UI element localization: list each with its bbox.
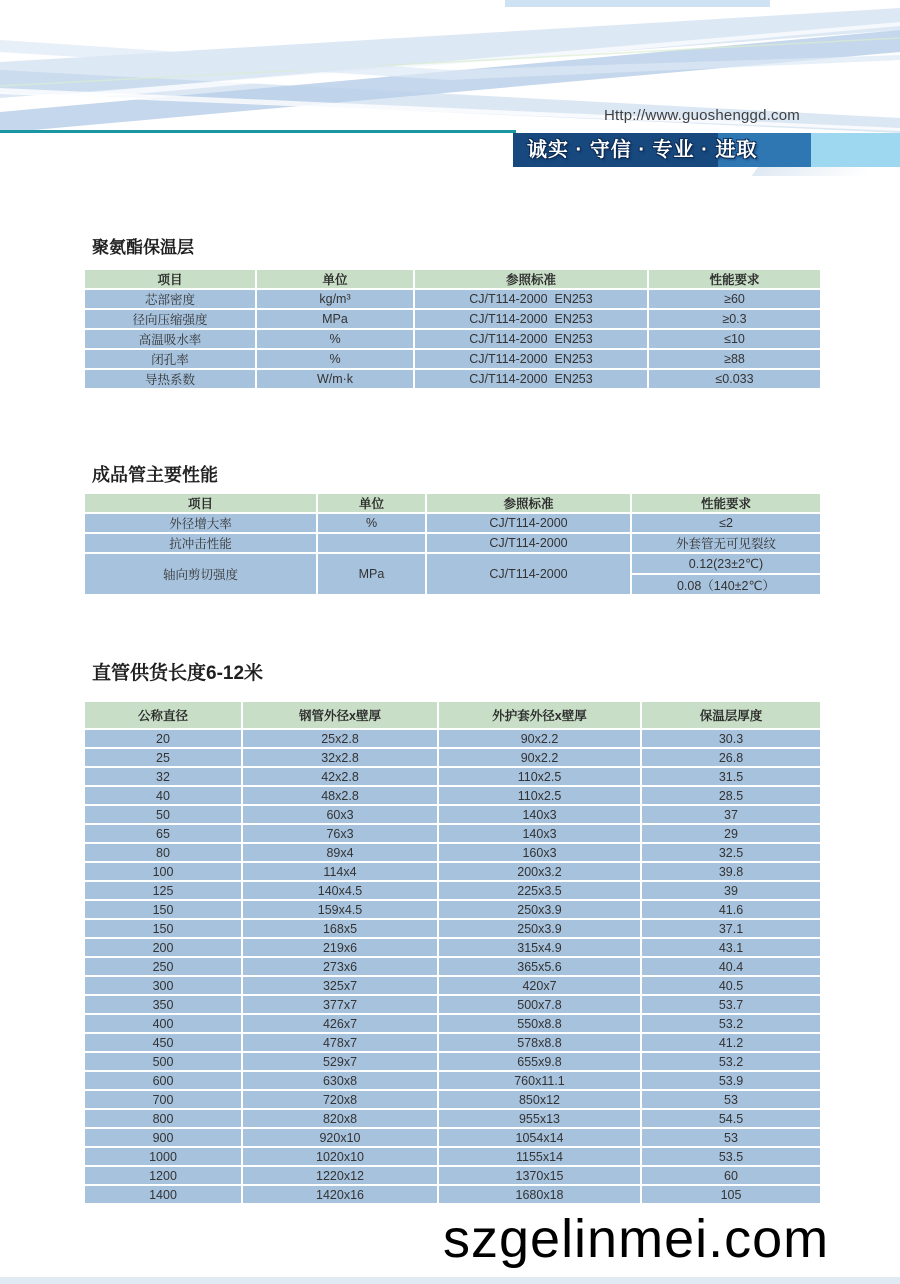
table-cell: 110x2.5 [439, 787, 640, 804]
table-row [85, 1148, 820, 1165]
table-cell: 450 [85, 1034, 241, 1051]
table-cell: 20 [85, 730, 241, 747]
table-cell: 高温吸水率 [85, 330, 255, 348]
table-cell: 39.8 [642, 863, 820, 880]
table-cell: 32 [85, 768, 241, 785]
table-subcell: 0.12(23±2℃) [632, 554, 820, 573]
table-cell: 1220x12 [243, 1167, 437, 1184]
table-cell: 578x8.8 [439, 1034, 640, 1051]
table-cell: 32.5 [642, 844, 820, 861]
table-row [85, 290, 820, 308]
table-row [85, 768, 820, 785]
table-cell: 53.2 [642, 1015, 820, 1032]
table-row [85, 1015, 820, 1032]
table-subcell: 0.08（140±2℃） [632, 575, 820, 594]
table-row [85, 1186, 820, 1203]
table-row [85, 1129, 820, 1146]
watermark-text: szgelinmei.com [443, 1209, 830, 1269]
table-cell: 168x5 [243, 920, 437, 937]
table-row [85, 882, 820, 899]
table-cell: 700 [85, 1091, 241, 1108]
table-cell: 31.5 [642, 768, 820, 785]
table-cell: ≥60 [649, 290, 820, 308]
table-cell: 1000 [85, 1148, 241, 1165]
table-cell: 400 [85, 1015, 241, 1032]
table-cell: 850x12 [439, 1091, 640, 1108]
table-row [85, 730, 820, 747]
table-header-cell: 外护套外径x壁厚 [439, 702, 640, 728]
table-cell: MPa [318, 554, 425, 594]
table-cell: W/m·k [257, 370, 413, 388]
table-cell: 25x2.8 [243, 730, 437, 747]
table-cell: 42x2.8 [243, 768, 437, 785]
table-row [85, 958, 820, 975]
table-cell: 150 [85, 901, 241, 918]
section-title-insulation-layer: 聚氨酯保温层 [92, 238, 194, 257]
table-cell: 820x8 [243, 1110, 437, 1127]
table-cell: ≥88 [649, 350, 820, 368]
table-cell: 315x4.9 [439, 939, 640, 956]
table-cell: 40.4 [642, 958, 820, 975]
table-header-cell: 单位 [318, 494, 425, 512]
table-row [85, 1053, 820, 1070]
table-row [85, 514, 820, 532]
table-cell: 65 [85, 825, 241, 842]
table-row [85, 863, 820, 880]
table-cell: 900 [85, 1129, 241, 1146]
table-cell: 250x3.9 [439, 920, 640, 937]
table-cell: ≤2 [632, 514, 820, 532]
table-cell: 89x4 [243, 844, 437, 861]
table-cell: 105 [642, 1186, 820, 1203]
table-cell: 550x8.8 [439, 1015, 640, 1032]
table-cell: 41.2 [642, 1034, 820, 1051]
table-row [85, 901, 820, 918]
table-cell: 41.6 [642, 901, 820, 918]
table-row [85, 977, 820, 994]
table-row [85, 787, 820, 804]
table-cell: 径向压缩强度 [85, 310, 255, 328]
table-cell: 110x2.5 [439, 768, 640, 785]
table-row [85, 939, 820, 956]
table-row [85, 806, 820, 823]
table-cell: 219x6 [243, 939, 437, 956]
table-cell: ≥0.3 [649, 310, 820, 328]
table-header-cell: 项目 [85, 270, 255, 288]
table-cell: 1680x18 [439, 1186, 640, 1203]
table-cell: 50 [85, 806, 241, 823]
table-cell: 1370x15 [439, 1167, 640, 1184]
table-cell: 53 [642, 1129, 820, 1146]
table-row [85, 996, 820, 1013]
table-cell: 955x13 [439, 1110, 640, 1127]
table-header-cell: 参照标准 [427, 494, 630, 512]
table-cell: 140x3 [439, 825, 640, 842]
table-header-cell: 钢管外径x壁厚 [243, 702, 437, 728]
table-cell: ≤0.033 [649, 370, 820, 388]
table-cell: 350 [85, 996, 241, 1013]
table-cell: % [257, 350, 413, 368]
table-cell: 53.2 [642, 1053, 820, 1070]
table-cell: 43.1 [642, 939, 820, 956]
table-cell: 外径增大率 [85, 514, 316, 532]
table-cell: 28.5 [642, 787, 820, 804]
table-cell: 800 [85, 1110, 241, 1127]
straight-pipe-table [85, 702, 820, 1203]
section-title-finished-pipe: 成品管主要性能 [92, 465, 218, 485]
table-row [85, 1110, 820, 1127]
table-header-row [85, 494, 820, 512]
table-cell: 32x2.8 [243, 749, 437, 766]
table-header-cell: 公称直径 [85, 702, 241, 728]
table-cell: 1020x10 [243, 1148, 437, 1165]
table-cell: 160x3 [439, 844, 640, 861]
table-cell: 闭孔率 [85, 350, 255, 368]
insulation-layer-table [85, 270, 820, 388]
table-cell: 37 [642, 806, 820, 823]
table-cell: ≤10 [649, 330, 820, 348]
table-cell: kg/m³ [257, 290, 413, 308]
table-cell: 365x5.6 [439, 958, 640, 975]
table-row [85, 920, 820, 937]
table-cell [318, 534, 425, 552]
table-row [85, 749, 820, 766]
table-header-cell: 项目 [85, 494, 316, 512]
table-cell: 60 [642, 1167, 820, 1184]
table-cell: 26.8 [642, 749, 820, 766]
table-cell: 25 [85, 749, 241, 766]
table-cell: 420x7 [439, 977, 640, 994]
table-cell: 40 [85, 787, 241, 804]
table-cell: 1420x16 [243, 1186, 437, 1203]
table-cell: CJ/T114-2000 [427, 534, 630, 552]
table-cell: 250x3.9 [439, 901, 640, 918]
table-cell: 500 [85, 1053, 241, 1070]
table-header-cell: 参照标准 [415, 270, 647, 288]
table-row [85, 534, 820, 552]
table-cell: 1200 [85, 1167, 241, 1184]
table-cell: 53.5 [642, 1148, 820, 1165]
table-row [85, 554, 820, 594]
table-cell: 导热系数 [85, 370, 255, 388]
table-header-row [85, 270, 820, 288]
table-cell: CJ/T114-2000 [427, 554, 630, 594]
table-cell: 76x3 [243, 825, 437, 842]
table-row [85, 1167, 820, 1184]
slogan-banner [513, 133, 900, 167]
table-cell: 920x10 [243, 1129, 437, 1146]
table-cell: 90x2.2 [439, 749, 640, 766]
table-cell: 100 [85, 863, 241, 880]
table-cell: 48x2.8 [243, 787, 437, 804]
table-cell: 90x2.2 [439, 730, 640, 747]
table-cell: 54.5 [642, 1110, 820, 1127]
table-header-cell: 保温层厚度 [642, 702, 820, 728]
teal-divider-line [0, 130, 516, 133]
table-cell: 600 [85, 1072, 241, 1089]
table-cell: 760x11.1 [439, 1072, 640, 1089]
bottom-strip [0, 1277, 900, 1284]
slogan-text: 诚实 · 守信 · 专业 · 进取 [527, 139, 758, 161]
table-cell: 200x3.2 [439, 863, 640, 880]
table-cell: 150 [85, 920, 241, 937]
table-row [85, 330, 820, 348]
table-cell: 500x7.8 [439, 996, 640, 1013]
table-cell: 60x3 [243, 806, 437, 823]
section-title-straight-pipe: 直管供货长度6-12米 [92, 663, 264, 684]
table-cell: 53.9 [642, 1072, 820, 1089]
table-cell: CJ/T114-2000 [427, 514, 630, 532]
table-cell: CJ/T114-2000 EN253 [415, 330, 647, 348]
table-cell: 159x4.5 [243, 901, 437, 918]
table-cell: 外套管无可见裂纹 [632, 534, 820, 552]
table-row [85, 825, 820, 842]
table-cell: 250 [85, 958, 241, 975]
table-cell: 630x8 [243, 1072, 437, 1089]
table-cell: 140x3 [439, 806, 640, 823]
table-cell: 114x4 [243, 863, 437, 880]
table-row [85, 1072, 820, 1089]
website-url: Http://www.guoshenggd.com [604, 107, 800, 124]
table-header-cell: 性能要求 [632, 494, 820, 512]
table-cell: 655x9.8 [439, 1053, 640, 1070]
table-cell: MPa [257, 310, 413, 328]
table-cell: CJ/T114-2000 EN253 [415, 290, 647, 308]
table-cell: 39 [642, 882, 820, 899]
table-cell: 30.3 [642, 730, 820, 747]
table-cell: 29 [642, 825, 820, 842]
table-cell: 1155x14 [439, 1148, 640, 1165]
table-cell: 125 [85, 882, 241, 899]
table-cell: CJ/T114-2000 EN253 [415, 310, 647, 328]
table-header-cell: 单位 [257, 270, 413, 288]
table-cell: 426x7 [243, 1015, 437, 1032]
table-cell: % [257, 330, 413, 348]
table-cell: 140x4.5 [243, 882, 437, 899]
table-cell: 40.5 [642, 977, 820, 994]
table-row [85, 350, 820, 368]
table-cell: 轴向剪切强度 [85, 554, 316, 594]
table-cell: 529x7 [243, 1053, 437, 1070]
table-row [85, 844, 820, 861]
table-cell: 抗冲击性能 [85, 534, 316, 552]
table-cell: 300 [85, 977, 241, 994]
table-cell: 200 [85, 939, 241, 956]
table-header-cell: 性能要求 [649, 270, 820, 288]
table-cell: 325x7 [243, 977, 437, 994]
table-cell: % [318, 514, 425, 532]
table-cell: CJ/T114-2000 EN253 [415, 350, 647, 368]
table-row [85, 370, 820, 388]
table-row [85, 1034, 820, 1051]
table-cell: 273x6 [243, 958, 437, 975]
table-cell: 芯部密度 [85, 290, 255, 308]
table-cell: 1400 [85, 1186, 241, 1203]
finished-pipe-table [85, 494, 820, 594]
table-row [85, 310, 820, 328]
table-cell: 478x7 [243, 1034, 437, 1051]
table-cell: 53 [642, 1091, 820, 1108]
table-cell: 720x8 [243, 1091, 437, 1108]
table-cell: 37.1 [642, 920, 820, 937]
table-cell [632, 554, 820, 594]
table-cell: 53.7 [642, 996, 820, 1013]
table-cell: 80 [85, 844, 241, 861]
table-cell: 377x7 [243, 996, 437, 1013]
table-row [85, 1091, 820, 1108]
table-cell: CJ/T114-2000 EN253 [415, 370, 647, 388]
table-cell: 1054x14 [439, 1129, 640, 1146]
table-cell: 225x3.5 [439, 882, 640, 899]
table-header-row [85, 702, 820, 728]
